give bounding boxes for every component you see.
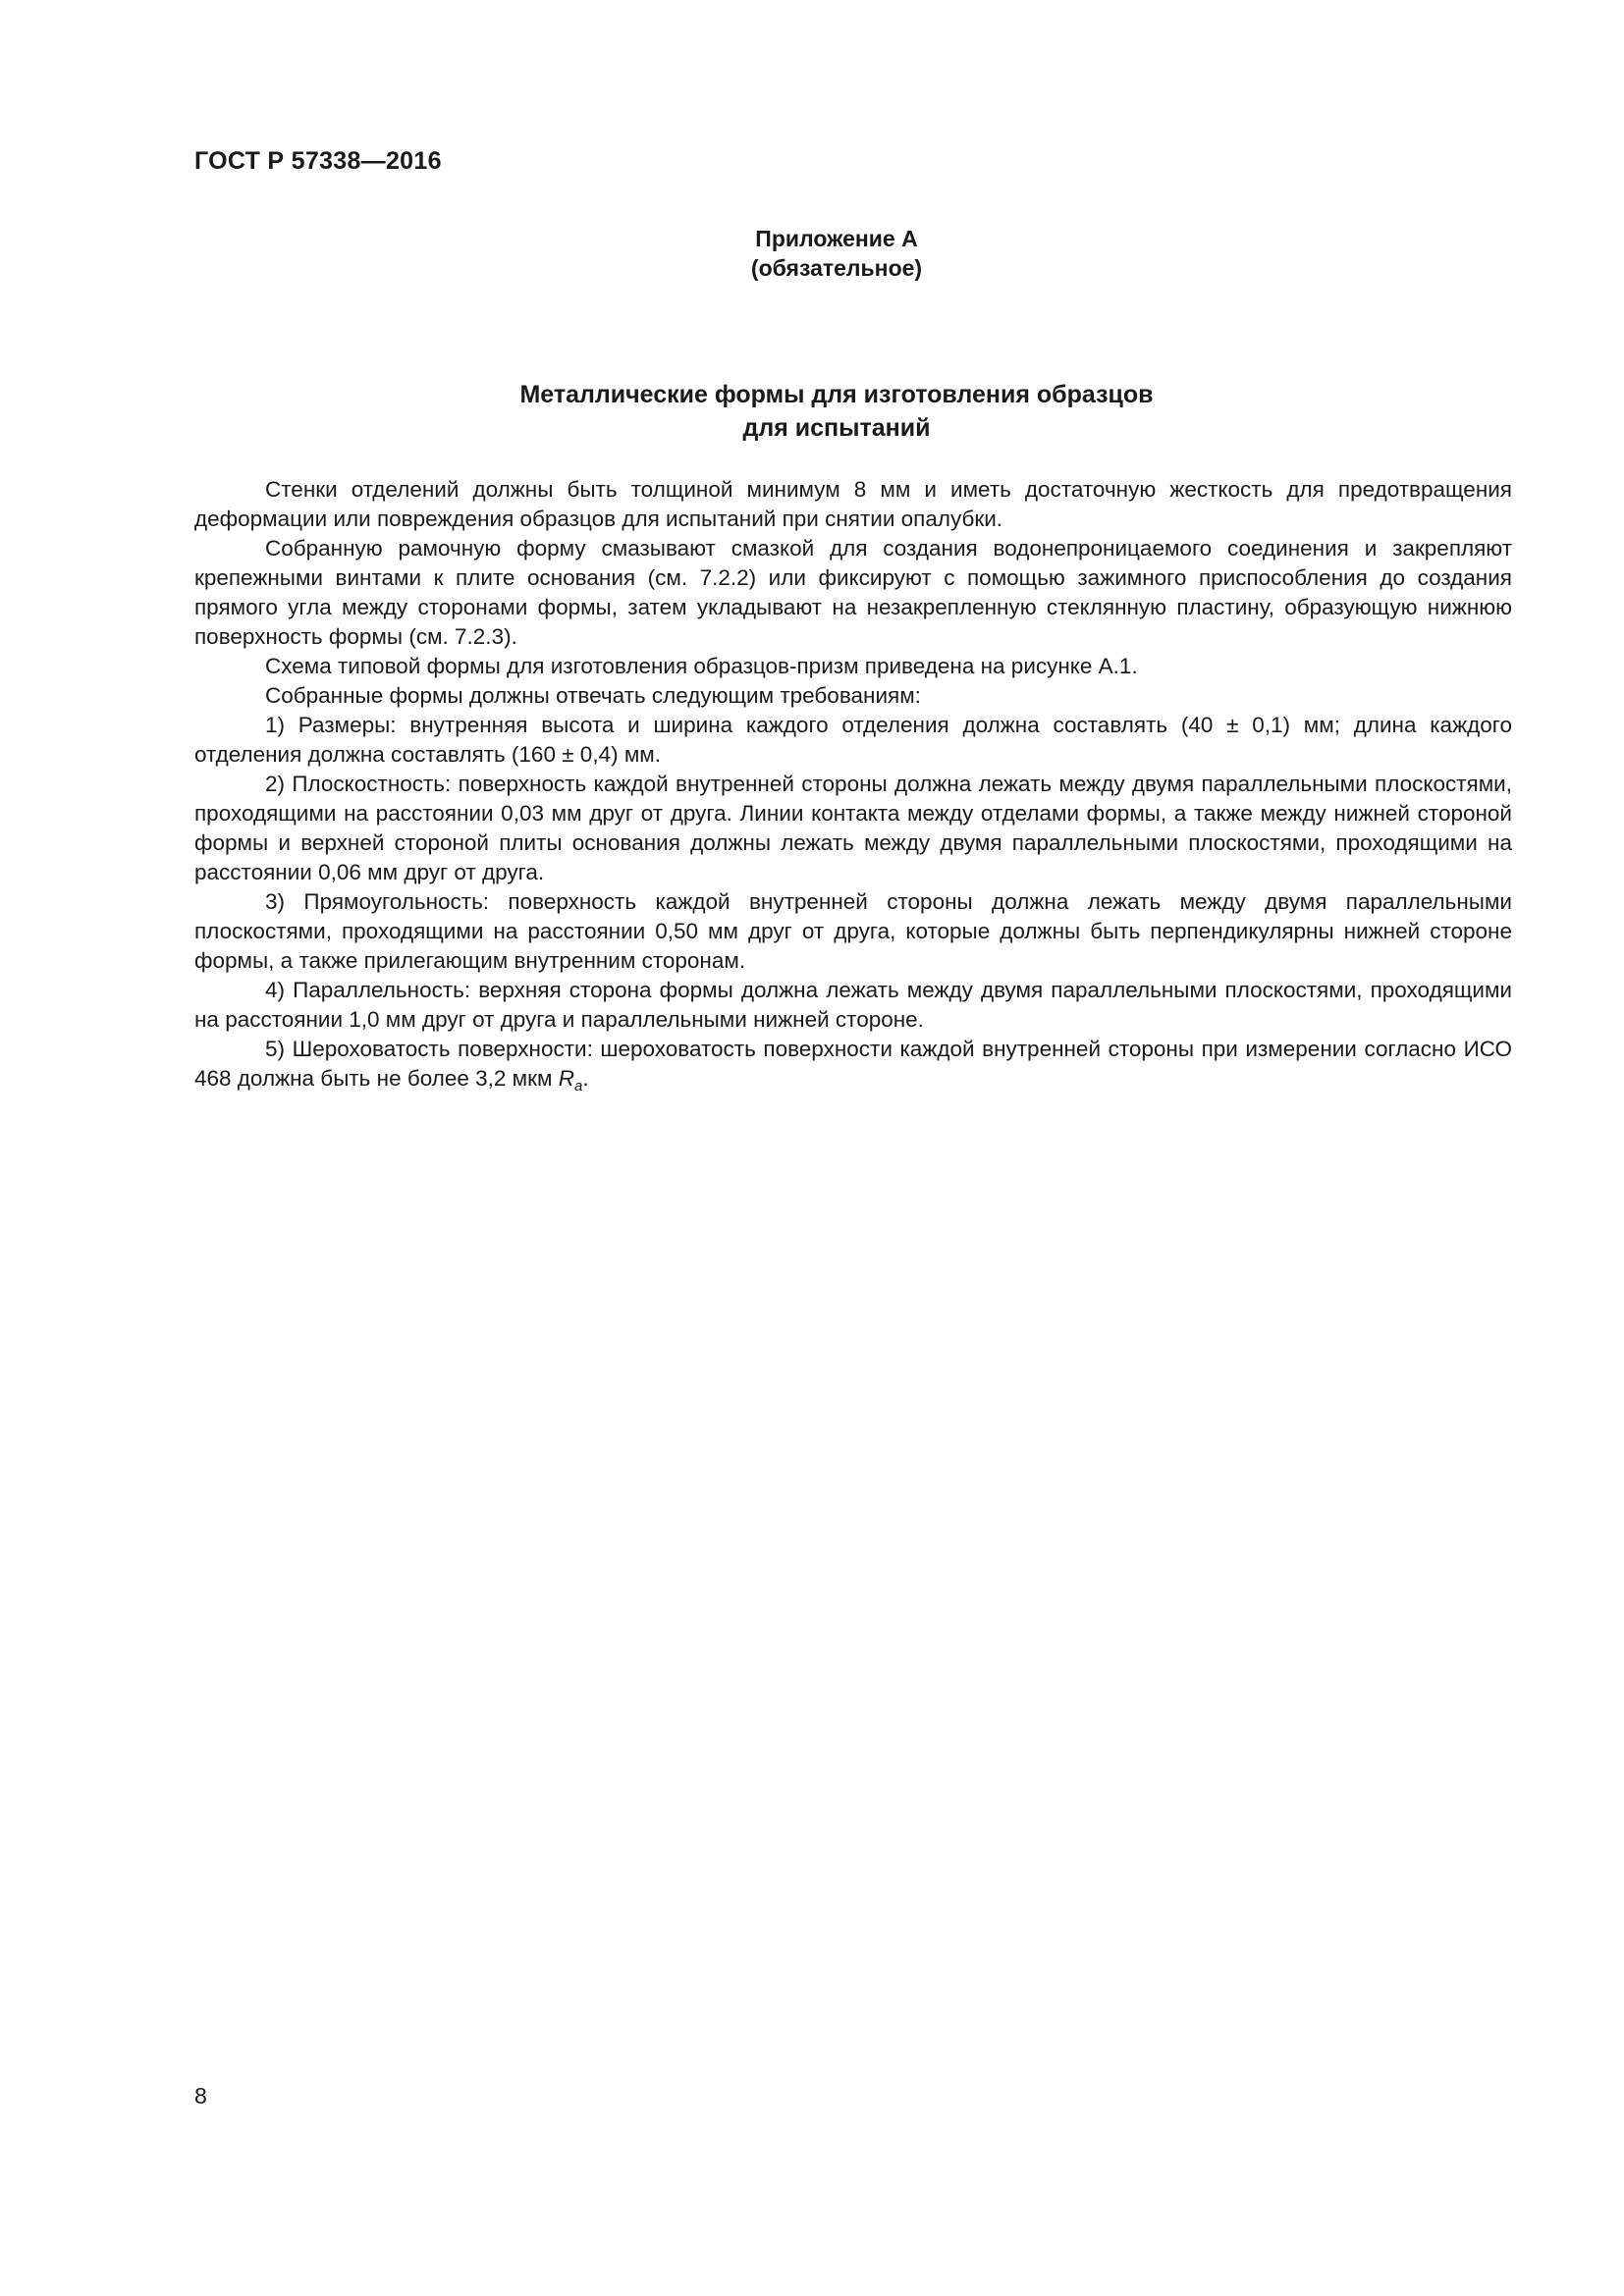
roughness-subscript: a bbox=[573, 1078, 583, 1095]
document-code: ГОСТ Р 57338—2016 bbox=[194, 147, 442, 175]
requirement-parallelism: 4) Параллельность: верхняя сторона формы должна лежать между двумя параллельными плоскостями, проходящими на расстоянии 1,0 мм друг от друга и параллельными нижней стороне. bbox=[194, 978, 1512, 1032]
body-text bbox=[194, 475, 1512, 1101]
requirement-roughness bbox=[194, 1035, 1512, 1101]
paragraph: Стенки отделений должны быть толщиной минимум 8 мм и иметь достаточную жесткость для предотвращения деформации или повреждения образцов для испытаний при снятии опалубки. bbox=[194, 477, 1512, 531]
section-title-line-1: Металлические формы для изготовления образцов bbox=[519, 381, 1154, 408]
page-number: 8 bbox=[194, 2083, 207, 2109]
appendix-title: Приложение А bbox=[755, 226, 918, 251]
roughness-end: . bbox=[582, 1066, 589, 1091]
roughness-text: 5) Шероховатость поверхности: шероховатость поверхности каждой внутренней стороны при измерении согласно ИСО 468 должна быть не более 3,2 мкм bbox=[194, 1037, 1512, 1091]
requirement-squareness: 3) Прямоугольность: поверхность каждой внутренней стороны должна лежать между двумя параллельными плоскостями, проходящими на расстоянии 0,50 мм друг от друга, которые должны быть перпендикулярны нижней стороне формы, а также прилегающим внутренним сторонам. bbox=[194, 889, 1512, 973]
requirement-dimensions: 1) Размеры: внутренняя высота и ширина каждого отделения должна составлять (40 ± 0,1) мм; длина каждого отделения должна составлять (160 ± 0,4) мм. bbox=[194, 713, 1512, 767]
section-title bbox=[0, 378, 1624, 445]
appendix-status: (обязательное) bbox=[750, 255, 923, 281]
requirement-flatness: 2) Плоскостность: поверхность каждой внутренней стороны должна лежать между двумя параллельными плоскостями, проходящими на расстоянии 0,03 мм друг от друга. Линии контакта между отделами формы, а также между нижней стороной формы и верхней стороной плиты основания должны лежать между двумя параллельными плоскостями, проходящими на расстоянии 0,06 мм друг от друга. bbox=[194, 772, 1512, 884]
paragraph: Собранную рамочную форму смазывают смазкой для создания водонепроницаемого соединения и закрепляют крепежными винтами к плите основания (см. 7.2.2) или фиксируют с помощью зажимного приспособления до создания прямого угла между сторонами формы, затем укладывают на незакрепленную стеклянную пластину, образующую нижнюю поверхность формы (см. 7.2.3). bbox=[194, 536, 1512, 649]
roughness-symbol: R bbox=[558, 1066, 574, 1091]
appendix-heading bbox=[0, 224, 1624, 283]
section-title-line-2: для испытаний bbox=[742, 414, 931, 442]
paragraph: Собранные формы должны отвечать следующим требованиям: bbox=[265, 683, 921, 708]
paragraph: Схема типовой формы для изготовления образцов-призм приведена на рисунке А.1. bbox=[265, 654, 1138, 678]
